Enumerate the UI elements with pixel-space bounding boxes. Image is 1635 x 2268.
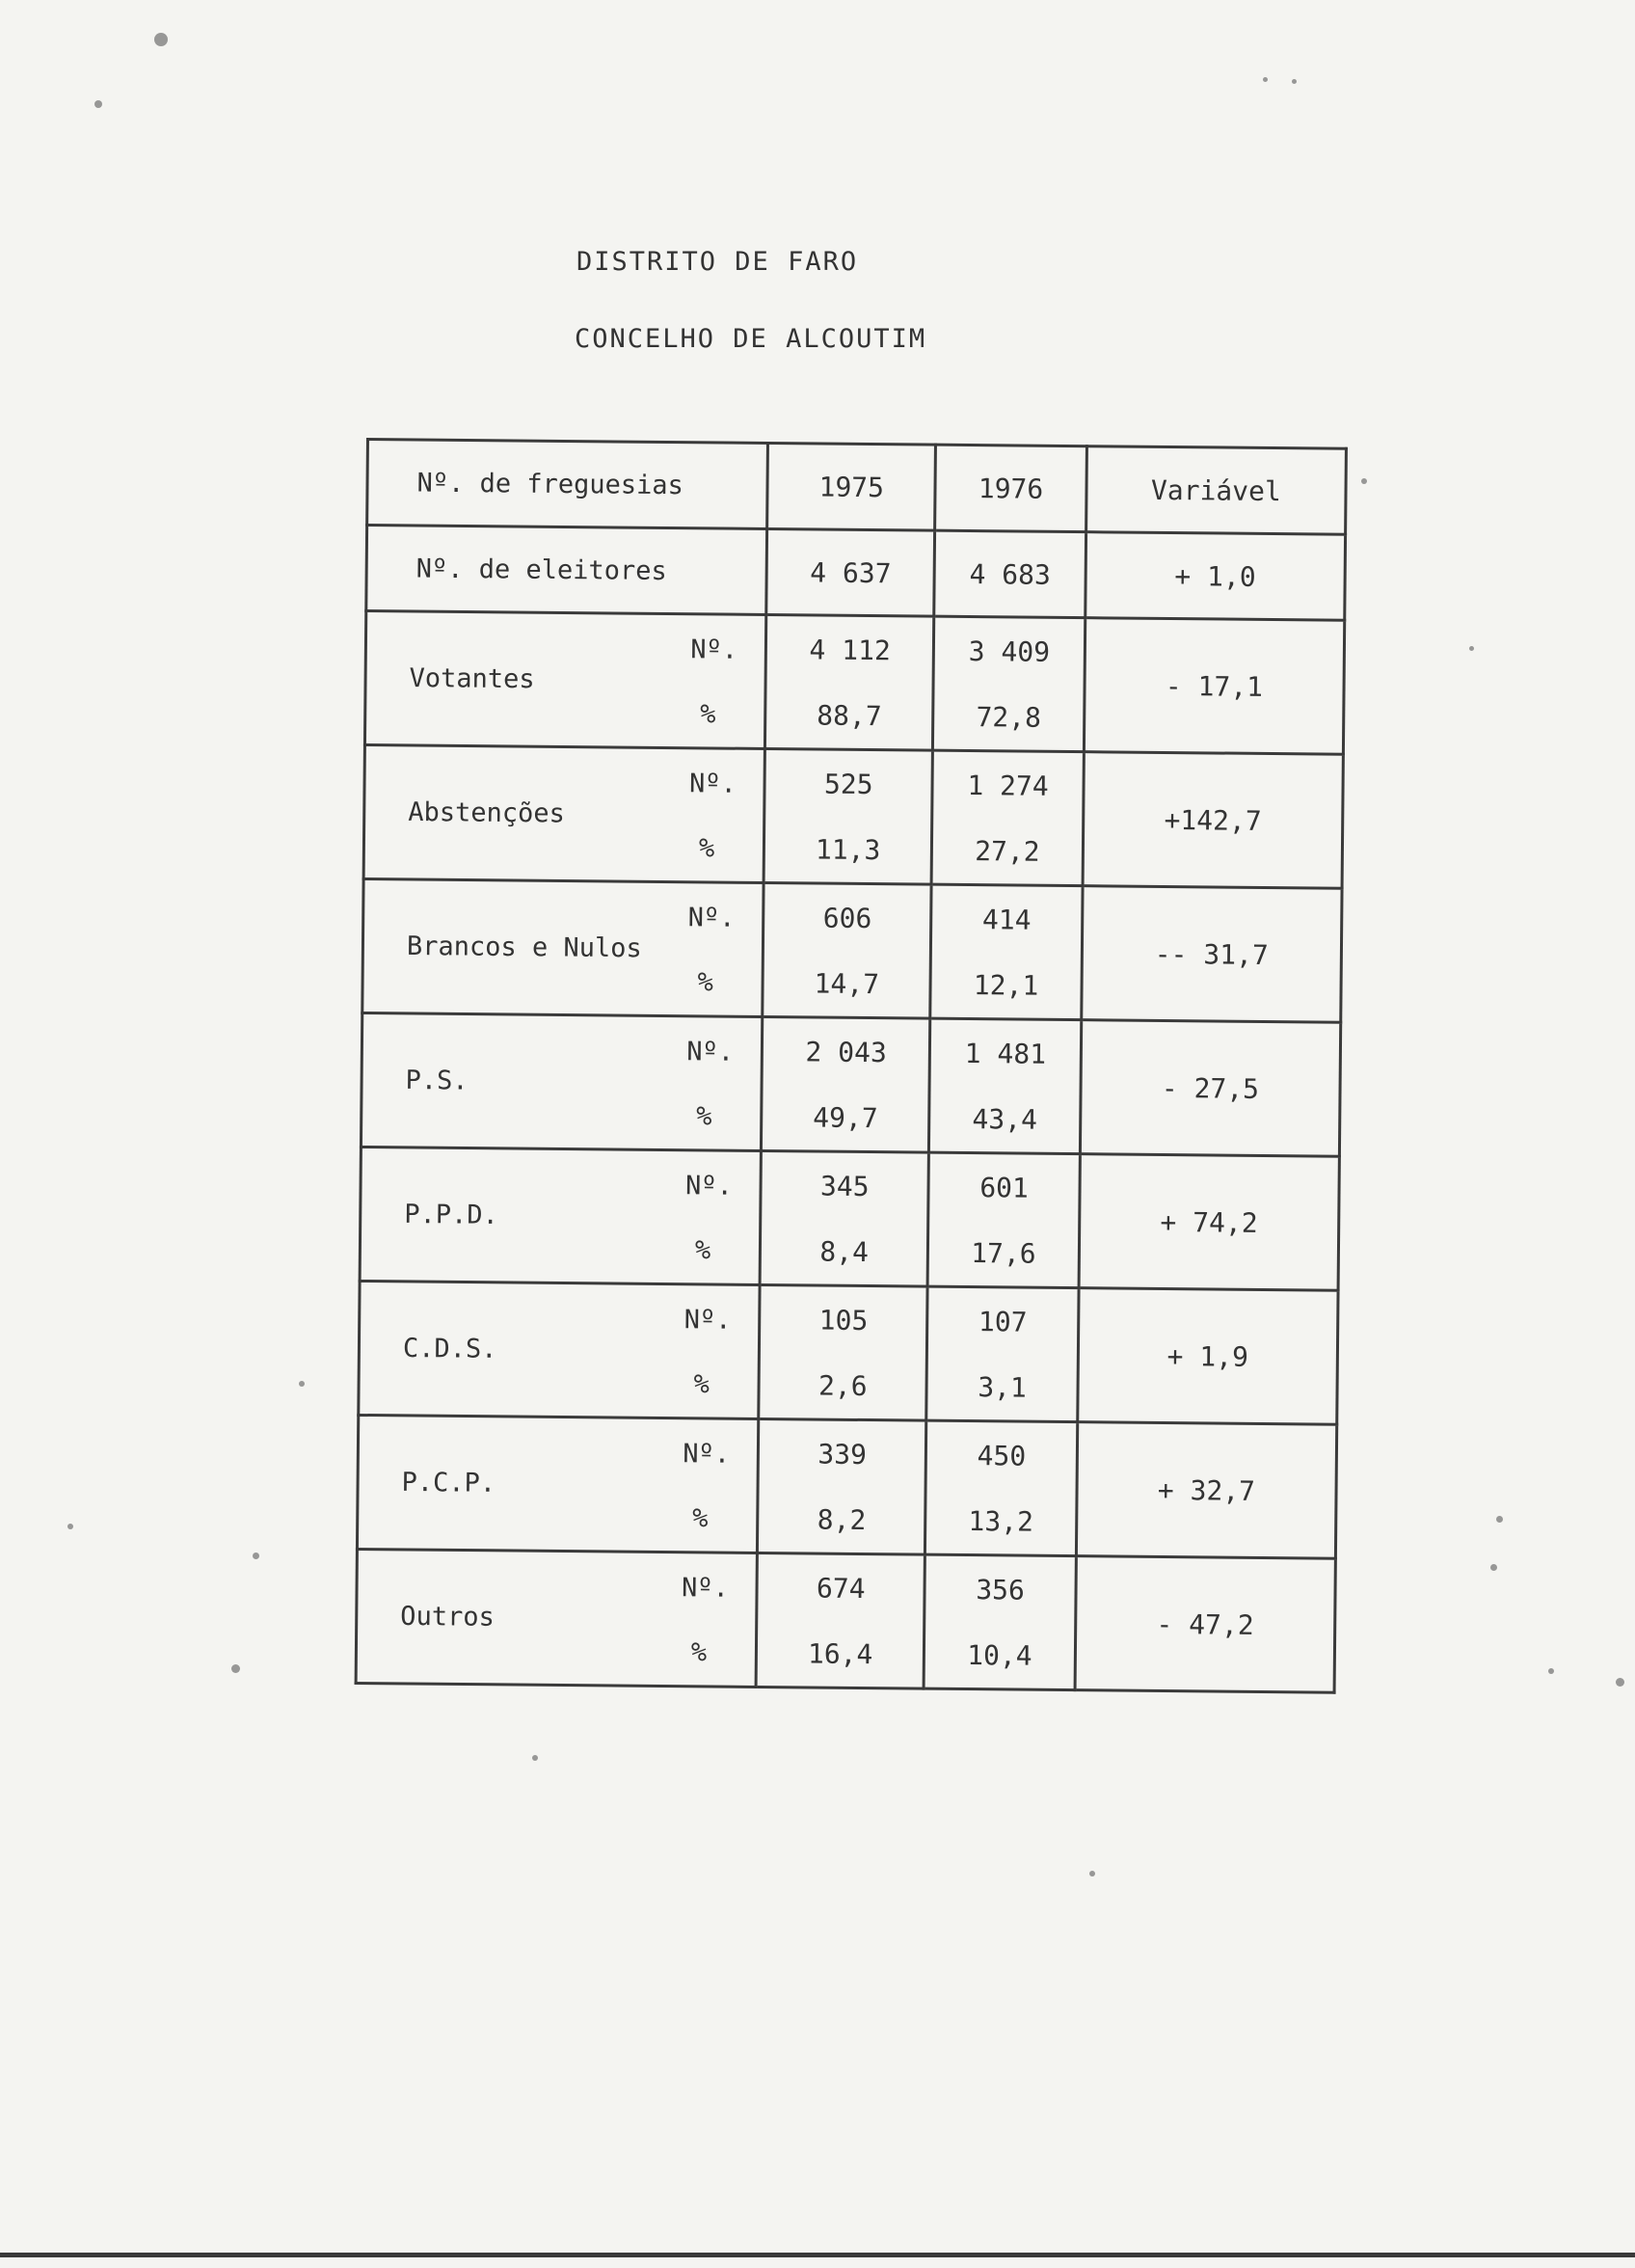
percent-tag: % — [690, 1637, 708, 1668]
count-1975: 606 — [822, 902, 872, 934]
count-tag: Nº. — [683, 1305, 732, 1336]
count-1976: 3 409 — [968, 634, 1051, 668]
count-1976: 1 481 — [964, 1037, 1047, 1070]
scan-speck — [1548, 1668, 1554, 1674]
table-row — [366, 526, 1346, 621]
percent-1975: 16,4 — [807, 1636, 873, 1670]
count-1976: 450 — [977, 1439, 1027, 1472]
count-1975: 2 043 — [805, 1035, 887, 1068]
electors-1975: 4 637 — [766, 528, 935, 616]
scan-speck — [94, 100, 102, 108]
count-tag: Nº. — [687, 903, 736, 933]
percent-1975: 2,6 — [818, 1369, 868, 1402]
percent-tag: % — [693, 1369, 710, 1400]
table-row — [359, 1281, 1338, 1424]
variation-value: - 47,2 — [1075, 1556, 1336, 1693]
table-row — [360, 1147, 1339, 1290]
percent-1976: 12,1 — [973, 968, 1039, 1002]
variation-value: - 17,1 — [1084, 618, 1345, 755]
percent-1976: 17,6 — [971, 1236, 1036, 1270]
table-row — [364, 611, 1344, 755]
row-label: P.P.D. — [404, 1199, 498, 1230]
table-row — [363, 744, 1343, 888]
variation-value: + 32,7 — [1076, 1422, 1337, 1559]
count-1975: 525 — [823, 768, 873, 800]
percent-1976: 72,8 — [976, 700, 1042, 734]
count-1976: 601 — [979, 1171, 1030, 1204]
variation-value: + 1,9 — [1078, 1288, 1339, 1425]
variation-value: - 27,5 — [1080, 1020, 1341, 1157]
table-row — [361, 1012, 1340, 1156]
scan-speck — [1469, 646, 1474, 651]
percent-1976: 43,4 — [972, 1102, 1038, 1136]
row-label: Outros — [400, 1601, 495, 1633]
percent-1976: 10,4 — [967, 1638, 1032, 1672]
scan-speck — [1089, 1871, 1095, 1876]
count-1975: 339 — [818, 1438, 868, 1471]
count-1975: 4 112 — [809, 633, 891, 666]
row-label: Brancos e Nulos — [406, 931, 642, 964]
percent-1975: 8,2 — [817, 1503, 867, 1536]
variation-value: +142,7 — [1083, 752, 1344, 889]
election-results-table — [355, 438, 1348, 1694]
scan-speck — [299, 1381, 305, 1387]
electors-variation: + 1,0 — [1086, 532, 1346, 621]
count-1976: 107 — [978, 1305, 1028, 1338]
header-parishes: Nº. de freguesias — [367, 440, 768, 529]
scan-speck — [1292, 79, 1297, 84]
percent-tag: % — [698, 833, 715, 864]
percent-tag: % — [697, 967, 713, 998]
variation-value: -- 31,7 — [1082, 886, 1343, 1023]
count-tag: Nº. — [686, 1037, 735, 1067]
table-row — [356, 1549, 1335, 1692]
scan-speck — [1263, 77, 1268, 82]
count-1975: 674 — [816, 1572, 866, 1605]
scan-speck — [1490, 1564, 1497, 1571]
percent-1975: 11,3 — [815, 832, 881, 866]
district-title: DISTRITO DE FARO — [576, 247, 859, 277]
row-label: P.S. — [405, 1065, 469, 1096]
percent-1976: 13,2 — [968, 1504, 1034, 1538]
scan-speck — [253, 1552, 259, 1559]
count-1976: 356 — [976, 1573, 1026, 1606]
percent-1976: 27,2 — [975, 834, 1040, 868]
variation-value: + 74,2 — [1079, 1154, 1340, 1291]
scan-speck — [231, 1664, 240, 1673]
header-year-1976: 1976 — [935, 445, 1086, 531]
scan-speck — [1361, 478, 1367, 484]
count-tag: Nº. — [688, 769, 737, 799]
table-row — [357, 1415, 1336, 1558]
table-header-row — [367, 440, 1347, 535]
electors-label: Nº. de eleitores — [366, 526, 767, 615]
table-row — [362, 878, 1342, 1022]
scan-speck — [1616, 1678, 1624, 1687]
row-label: P.C.P. — [401, 1467, 496, 1498]
scan-speck — [67, 1524, 73, 1529]
percent-tag: % — [696, 1101, 712, 1132]
count-1976: 1 274 — [967, 769, 1049, 802]
percent-tag: % — [700, 699, 716, 730]
row-label: Abstenções — [408, 796, 565, 829]
count-tag: Nº. — [690, 634, 738, 665]
count-tag: Nº. — [683, 1439, 731, 1470]
count-tag: Nº. — [684, 1171, 733, 1202]
percent-tag: % — [694, 1235, 711, 1266]
row-label: Votantes — [409, 662, 535, 695]
percent-1975: 8,4 — [819, 1235, 870, 1268]
row-label: C.D.S. — [402, 1333, 497, 1364]
scan-speck — [1496, 1516, 1503, 1523]
count-1976: 414 — [981, 903, 1032, 936]
count-tag: Nº. — [681, 1573, 729, 1604]
percent-1975: 14,7 — [814, 966, 880, 1000]
header-year-1975: 1975 — [767, 444, 936, 531]
page-bottom-rule — [0, 2253, 1635, 2257]
count-1975: 345 — [819, 1170, 870, 1202]
header-variation: Variável — [1086, 446, 1346, 535]
percent-1976: 3,1 — [978, 1370, 1028, 1404]
municipality-title: CONCELHO DE ALCOUTIM — [575, 324, 927, 354]
percent-1975: 49,7 — [813, 1100, 878, 1134]
percent-tag: % — [692, 1503, 709, 1534]
percent-1975: 88,7 — [817, 698, 882, 732]
scan-speck — [154, 33, 168, 46]
count-1975: 105 — [818, 1304, 869, 1336]
electors-1976: 4 683 — [934, 530, 1086, 617]
scan-speck — [532, 1755, 538, 1761]
